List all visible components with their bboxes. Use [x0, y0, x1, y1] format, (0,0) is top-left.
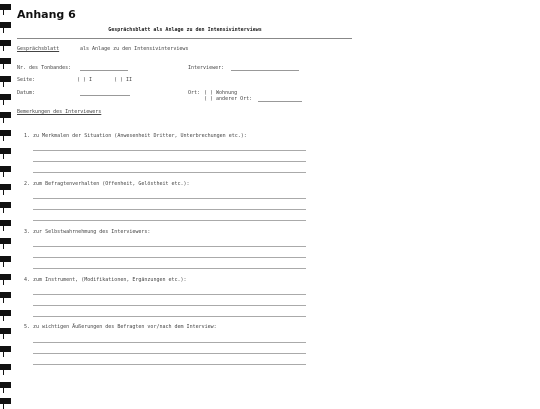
answer-line[interactable] [33, 198, 306, 199]
seite-label: Seite: [17, 77, 36, 83]
ort-option-anderer[interactable]: ( ) anderer Ort: [204, 96, 253, 102]
subtitle-label: Gesprächsblatt [17, 46, 60, 52]
question-1: 1. zu Merkmalen der Situation (Anwesenheit Dritter, Unterbrechungen etc.): [24, 133, 247, 139]
answer-line[interactable] [33, 161, 306, 162]
ort-option-wohnung[interactable]: ( ) Wohnung [204, 90, 238, 96]
question-3: 3. zur Selbstwahrnehmung des Interviewers: [24, 229, 151, 235]
answer-line[interactable] [33, 209, 306, 210]
question-4: 4. zum Instrument, (Modifikationen, Ergänzungen etc.): [24, 277, 187, 283]
answer-line[interactable] [33, 364, 306, 365]
datum-label: Datum: [17, 90, 36, 96]
tonband-label: Nr. des Tonbandes: [17, 65, 72, 71]
answer-line[interactable] [33, 268, 306, 269]
answer-line[interactable] [33, 220, 306, 221]
form-heading: Gesprächsblatt als Anlage zu den Intensivinterviews [108, 27, 262, 33]
spiral-binding [0, 0, 12, 405]
page-title: Anhang 6 [17, 8, 76, 21]
answer-line[interactable] [33, 342, 306, 343]
answer-line[interactable] [33, 353, 306, 354]
heading-divider [17, 38, 352, 39]
datum-field[interactable] [80, 95, 130, 96]
answer-line[interactable] [33, 305, 306, 306]
remarks-heading: Bemerkungen des Interviewers [17, 109, 102, 115]
interviewer-label: Interviewer: [188, 65, 225, 71]
answer-line[interactable] [33, 257, 306, 258]
ort-label: Ort: [188, 90, 201, 96]
answer-line[interactable] [33, 316, 306, 317]
interviewer-field[interactable] [231, 70, 299, 71]
seite-option-2[interactable]: ( ) II [114, 77, 133, 83]
answer-line[interactable] [33, 172, 306, 173]
answer-line[interactable] [33, 294, 306, 295]
question-5: 5. zu wichtigen Äußerungen des Befragten vor/nach dem Interview: [24, 324, 217, 330]
tonband-field[interactable] [80, 70, 128, 71]
seite-option-1[interactable]: ( ) I [77, 77, 93, 83]
ort-anderer-field[interactable] [258, 101, 302, 102]
question-2: 2. zum Befragtenverhalten (Offenheit, Gelöstheit etc.): [24, 181, 190, 187]
answer-line[interactable] [33, 246, 306, 247]
answer-line[interactable] [33, 150, 306, 151]
subtitle-text: als Anlage zu den Intensivinterviews [80, 46, 189, 52]
